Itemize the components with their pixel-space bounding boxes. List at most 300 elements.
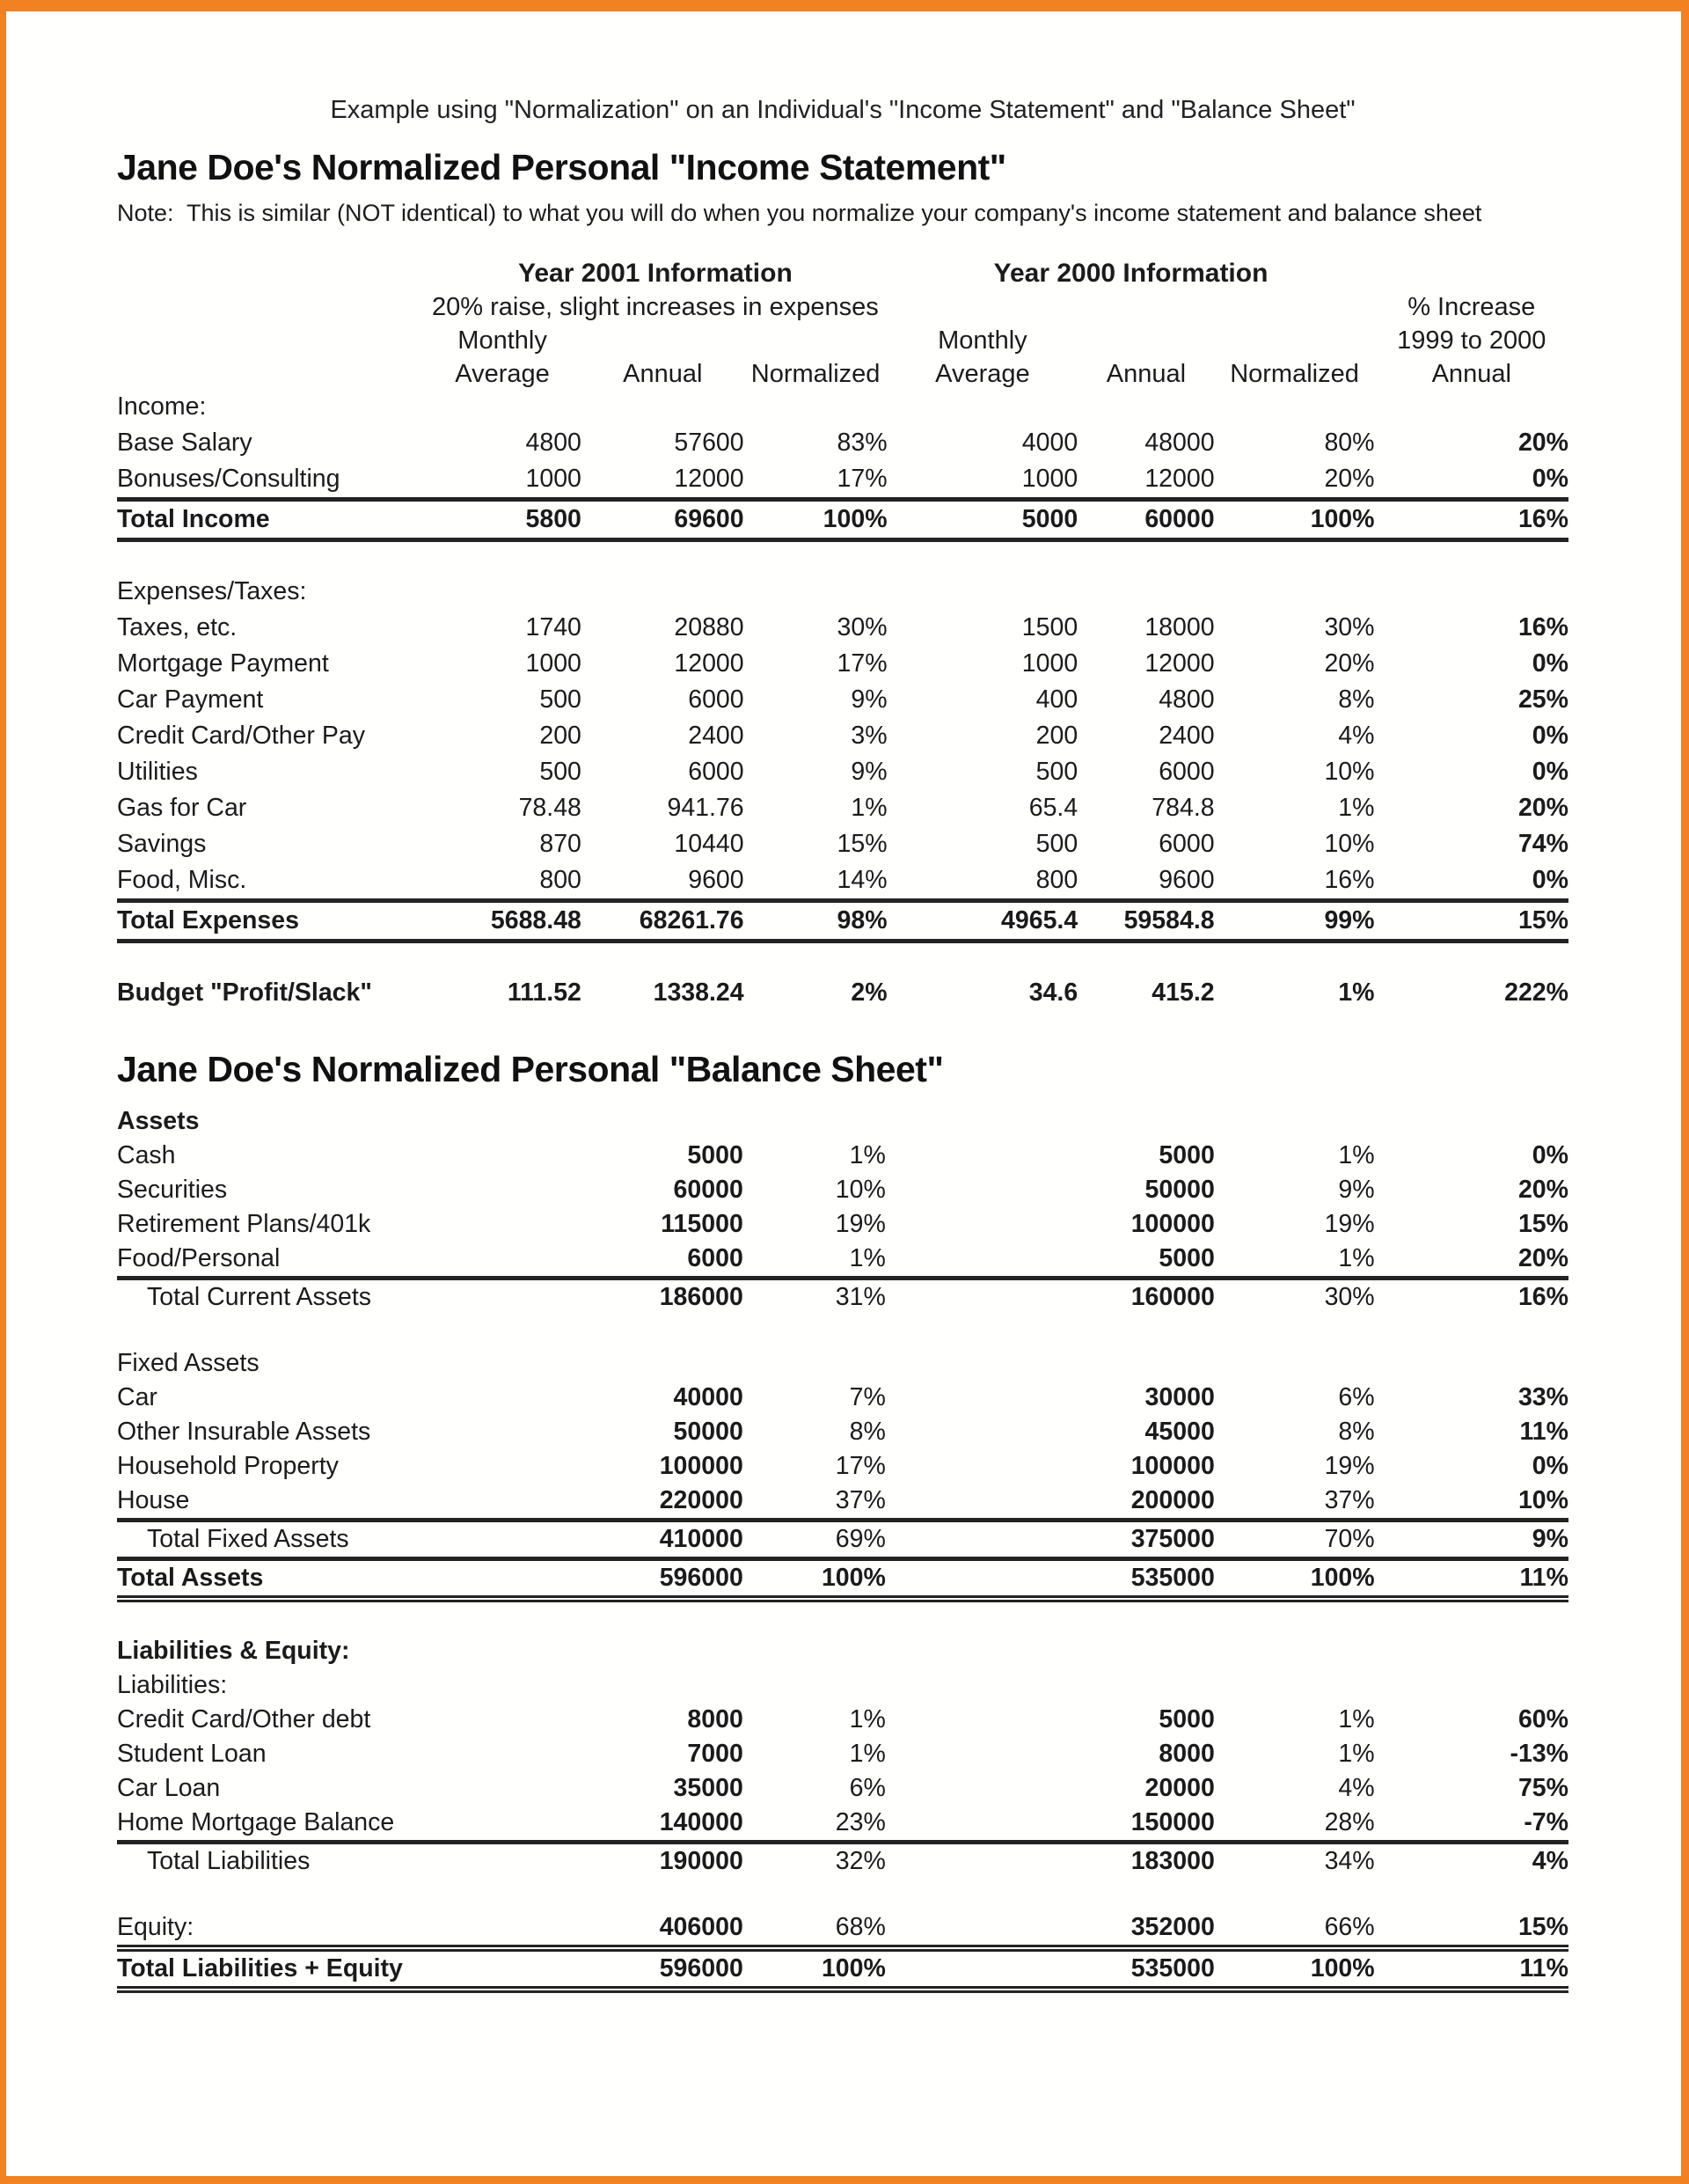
header-spacer: [1375, 252, 1569, 289]
cell-house-c1: [425, 1484, 581, 1521]
cell-liabilities-c4: [886, 1668, 1078, 1703]
row-home-mortgage-balance: [117, 1806, 1568, 1843]
cell-total-current-assets-c2: 186000: [581, 1279, 743, 1316]
cell-base-salary-c1: 4800: [525, 429, 581, 457]
cell-utilities-c7: 0%: [1532, 758, 1568, 786]
cell-gas-for-car-c4: 65.4: [1028, 794, 1078, 822]
cell-car-loan-c1: [425, 1771, 581, 1806]
cell-expenses-taxes-c4: [888, 574, 1078, 610]
cell-credit-card-other-pay-c2: 2400: [688, 722, 744, 750]
cell-expenses-taxes-c5: [1078, 574, 1214, 610]
average-header-2001: Average: [455, 360, 550, 388]
cell-house-c2: 220000: [659, 1486, 743, 1514]
cell-cash-c5: 5000: [1159, 1141, 1215, 1169]
cell-assets-c3: [743, 1104, 886, 1139]
row-cash: [117, 1139, 1568, 1173]
balance-sheet-title: Jane Doe's Normalized Personal "Balance Sheet": [117, 1049, 944, 1089]
cell-house-c5: 200000: [1130, 1486, 1215, 1514]
income-statement-header: [117, 252, 1568, 389]
cell-base-salary-c7: 20%: [1517, 429, 1568, 457]
row-label: Total Income: [117, 500, 423, 540]
cell-bonuses-consulting-c6: 20%: [1324, 465, 1375, 493]
row-food-personal: [117, 1242, 1568, 1279]
cell-fixed-assets-c7: [1375, 1346, 1568, 1381]
cell-credit-card-other-pay-c4: 200: [1035, 722, 1078, 750]
cell-cash-c1: [425, 1139, 581, 1173]
cell-securities-c3: 10%: [835, 1176, 886, 1204]
cell-budget-profit-slack-c7: 222%: [1504, 978, 1568, 1007]
cell-equity-c1: [425, 1910, 581, 1948]
row-total-assets: [117, 1559, 1568, 1600]
cell-credit-card-other-debt-c3: 1%: [849, 1705, 886, 1733]
row-student-loan: [117, 1737, 1568, 1771]
cell-total-current-assets-c3: 31%: [743, 1279, 886, 1316]
cell-total-fixed-assets-c3: 69%: [743, 1521, 886, 1559]
cell-utilities-c4: 500: [1035, 758, 1078, 786]
row-label: Total Expenses: [117, 901, 423, 942]
cell-total-expenses-c2: 68261.76: [581, 901, 744, 942]
row-label: Base Salary: [117, 429, 252, 457]
cell-assets-c5: [1077, 1104, 1214, 1139]
cell-bonuses-consulting-c5: 12000: [1144, 465, 1215, 493]
cell-car-c7: 33%: [1517, 1383, 1568, 1411]
cell-mortgage-payment-c7: 0%: [1532, 649, 1568, 678]
cell-cash-c7: 0%: [1532, 1141, 1568, 1169]
cell-house-c3: 37%: [835, 1486, 886, 1514]
cell-fixed-assets-c6: [1215, 1346, 1375, 1381]
cell-liabilities-equity-c3: [743, 1634, 886, 1668]
cell-bonuses-consulting-c1: 1000: [525, 465, 581, 493]
cell-gas-for-car-c6: 1%: [1338, 794, 1375, 822]
cell-total-expenses-c5: 59584.8: [1078, 901, 1214, 942]
cell-equity-c5: 352000: [1130, 1913, 1215, 1941]
cell-income-c4: [888, 389, 1078, 425]
cell-home-mortgage-balance-c6: 28%: [1324, 1808, 1375, 1836]
cell-savings-c2: 10440: [674, 830, 744, 858]
cell-assets-c2: [581, 1104, 743, 1139]
header-spacer: [117, 289, 423, 322]
cell-home-mortgage-balance-c1: [425, 1806, 581, 1843]
cell-household-property-c4: [886, 1449, 1078, 1484]
cell-food-personal-c5: 5000: [1159, 1244, 1215, 1272]
row-label: Securities: [117, 1176, 228, 1204]
monthly-header-2000: Monthly: [938, 326, 1027, 355]
cell-car-c5: 30000: [1144, 1383, 1215, 1411]
cell-fixed-assets-c3: [743, 1346, 886, 1381]
cell-savings-c6: 10%: [1324, 830, 1375, 858]
cell-fixed-assets-c5: [1077, 1346, 1214, 1381]
cell-securities-c6: 9%: [1338, 1176, 1375, 1204]
row-food-misc: [117, 862, 1568, 901]
cell-retirement-plans-401k-c7: 15%: [1517, 1210, 1568, 1238]
cell-total-liabilities-c4: [886, 1843, 1078, 1880]
cell-total-fixed-assets-c7: 9%: [1375, 1521, 1568, 1559]
row-label: Food, Misc.: [117, 866, 247, 894]
cell-credit-card-other-debt-c7: 60%: [1517, 1705, 1568, 1733]
row-label: Cash: [117, 1141, 176, 1169]
cell-car-payment-c3: 9%: [851, 685, 888, 714]
cell-savings-c4: 500: [1035, 830, 1078, 858]
row-label: Car Payment: [117, 685, 264, 714]
row-car: [117, 1381, 1568, 1415]
cell-car-loan-c5: 20000: [1144, 1774, 1215, 1802]
cell-mortgage-payment-c6: 20%: [1324, 649, 1375, 678]
cell-bonuses-consulting-c2: 12000: [674, 465, 744, 493]
cell-cash-c2: 5000: [687, 1141, 743, 1169]
cell-expenses-taxes-c6: [1215, 574, 1375, 610]
row-base-salary: [117, 425, 1568, 461]
cell-total-fixed-assets-c5: 375000: [1077, 1521, 1214, 1559]
row-label: Car Loan: [117, 1774, 221, 1802]
annual-header-2001: Annual: [623, 360, 703, 388]
cell-savings-c7: 74%: [1517, 830, 1568, 858]
cell-fixed-assets-c4: [886, 1346, 1078, 1381]
cell-total-expenses-c4: 4965.4: [888, 901, 1078, 942]
cell-household-property-c1: [425, 1449, 581, 1484]
income-statement-body: [117, 389, 1568, 1011]
cell-mortgage-payment-c3: 17%: [837, 649, 888, 678]
cell-car-payment-c2: 6000: [688, 685, 744, 714]
cell-other-insurable-assets-c5: 45000: [1144, 1418, 1215, 1446]
spacer-row: [117, 1879, 1568, 1910]
cell-credit-card-other-debt-c1: [425, 1703, 581, 1737]
row-label: Other Insurable Assets: [117, 1418, 371, 1446]
cell-taxes-etc-c7: 16%: [1517, 613, 1568, 641]
cell-liabilities-c1: [425, 1668, 581, 1703]
row-label: Credit Card/Other debt: [117, 1705, 371, 1733]
cell-gas-for-car-c1: 78.48: [518, 794, 581, 822]
cell-taxes-etc-c5: 18000: [1144, 613, 1215, 641]
cell-car-c2: 40000: [673, 1383, 743, 1411]
cell-total-liabilities-c1: [425, 1843, 581, 1880]
cell-liabilities-c3: [743, 1668, 886, 1703]
cell-fixed-assets-c2: [581, 1346, 743, 1381]
cell-car-payment-c4: 400: [1035, 685, 1078, 714]
cell-total-assets-c5: 535000: [1077, 1559, 1214, 1600]
cell-total-liabilities-equity-c6: 100%: [1215, 1948, 1375, 1990]
row-label: Total Liabilities + Equity: [117, 1948, 425, 1990]
cell-total-current-assets-c5: 160000: [1077, 1279, 1214, 1316]
row-securities: [117, 1173, 1568, 1207]
cell-savings-c1: 870: [539, 830, 581, 858]
cell-total-liabilities-equity-c4: [886, 1948, 1078, 1990]
cell-income-c1: [423, 389, 581, 425]
annual-header-2000: Annual: [1106, 360, 1187, 388]
pct-increase-header-line3: Annual: [1431, 360, 1511, 388]
row-taxes-etc: [117, 610, 1568, 646]
cell-equity-c7: 15%: [1517, 1913, 1568, 1941]
cell-cash-c6: 1%: [1338, 1141, 1375, 1169]
cell-assets-c1: [425, 1104, 581, 1139]
cell-food-misc-c7: 0%: [1532, 866, 1568, 894]
row-savings: [117, 826, 1568, 862]
row-label: Bonuses/Consulting: [117, 465, 340, 493]
header-spacer: [117, 322, 423, 355]
row-house: [117, 1484, 1568, 1521]
row-label: Utilities: [117, 758, 198, 786]
document-caption: Example using "Normalization" on an Individual's "Income Statement" and "Balance Sheet": [330, 96, 1356, 124]
cell-expenses-taxes-c2: [581, 574, 744, 610]
cell-total-liabilities-c2: 190000: [581, 1843, 743, 1880]
cell-car-payment-c6: 8%: [1338, 685, 1375, 714]
row-label: Income:: [117, 392, 207, 421]
cell-liabilities-c5: [1077, 1668, 1214, 1703]
cell-retirement-plans-401k-c1: [425, 1207, 581, 1242]
cell-total-income-c7: 16%: [1375, 500, 1569, 540]
cell-taxes-etc-c1: 1740: [525, 613, 581, 641]
cell-income-c5: [1078, 389, 1214, 425]
header-spacer: [581, 322, 888, 355]
balance-sheet-body: [117, 1104, 1568, 1990]
cell-assets-c6: [1215, 1104, 1375, 1139]
cell-total-current-assets-c6: 30%: [1215, 1279, 1375, 1316]
cell-car-payment-c1: 500: [539, 685, 581, 714]
cell-car-c6: 6%: [1338, 1383, 1375, 1411]
raise-note: 20% raise, slight increases in expenses: [431, 293, 879, 321]
row-fixed-assets: [117, 1346, 1568, 1381]
cell-car-loan-c6: 4%: [1338, 1774, 1375, 1802]
row-budget-profit-slack: [117, 975, 1568, 1011]
cell-total-liabilities-equity-c5: 535000: [1077, 1948, 1214, 1990]
note-line: Note: This is similar (NOT identical) to what you will do when you normalize your company's income statement and balance sheet: [117, 200, 1482, 226]
row-equity: [117, 1910, 1568, 1948]
row-total-liabilities-equity: [117, 1948, 1568, 1990]
cell-securities-c2: 60000: [673, 1176, 743, 1204]
cell-savings-c3: 15%: [837, 830, 888, 858]
cell-total-liabilities-equity-c1: [425, 1948, 581, 1990]
cell-car-c4: [886, 1381, 1078, 1415]
balance-sheet-table: [117, 1104, 1568, 1993]
cell-total-liabilities-equity-c3: 100%: [743, 1948, 886, 1990]
cell-total-assets-c7: 11%: [1375, 1559, 1568, 1600]
cell-food-personal-c4: [886, 1242, 1078, 1279]
cell-liabilities-c7: [1375, 1668, 1568, 1703]
cell-securities-c1: [425, 1173, 581, 1207]
cell-car-payment-c5: 4800: [1159, 685, 1215, 714]
cell-bonuses-consulting-c7: 0%: [1532, 465, 1568, 493]
row-label: Total Assets: [117, 1559, 425, 1600]
row-total-liabilities: [117, 1843, 1568, 1880]
normalized-header-2000: Normalized: [1230, 360, 1359, 388]
row-label: Mortgage Payment: [117, 649, 329, 678]
cell-gas-for-car-c5: 784.8: [1152, 794, 1215, 822]
monthly-header-row: [117, 322, 1568, 355]
year-group-header-row: [117, 252, 1568, 289]
cell-total-expenses-c3: 98%: [744, 901, 888, 942]
cell-base-salary-c5: 48000: [1144, 429, 1215, 457]
year-2000-header: Year 2000 Information: [993, 259, 1269, 288]
cell-car-loan-c2: 35000: [673, 1774, 743, 1802]
cell-income-c2: [581, 389, 744, 425]
cell-student-loan-c1: [425, 1737, 581, 1771]
cell-food-misc-c3: 14%: [837, 866, 888, 894]
cell-household-property-c3: 17%: [835, 1452, 886, 1480]
cell-total-assets-c1: [425, 1559, 581, 1600]
cell-mortgage-payment-c5: 12000: [1144, 649, 1215, 678]
row-liabilities-equity: [117, 1634, 1568, 1668]
cell-food-misc-c2: 9600: [688, 866, 744, 894]
cell-total-fixed-assets-c4: [886, 1521, 1078, 1559]
cell-equity-c4: [886, 1910, 1078, 1948]
cell-securities-c5: 50000: [1144, 1176, 1215, 1204]
average-header-2000: Average: [935, 360, 1030, 388]
cell-equity-c3: 68%: [835, 1913, 886, 1941]
cell-car-c3: 7%: [849, 1383, 886, 1411]
row-label: Car: [117, 1383, 157, 1411]
row-label: Liabilities & Equity:: [117, 1637, 350, 1665]
cell-car-loan-c3: 6%: [849, 1774, 886, 1802]
cell-expenses-taxes-c1: [423, 574, 581, 610]
cell-total-assets-c4: [886, 1559, 1078, 1600]
cell-food-personal-c2: 6000: [687, 1244, 743, 1272]
cell-securities-c4: [886, 1173, 1078, 1207]
cell-gas-for-car-c3: 1%: [851, 794, 888, 822]
row-label: Fixed Assets: [117, 1349, 260, 1377]
row-utilities: [117, 754, 1568, 790]
cell-car-loan-c4: [886, 1771, 1078, 1806]
cell-total-income-c3: 100%: [744, 500, 888, 540]
cell-bonuses-consulting-c4: 1000: [1021, 465, 1078, 493]
cell-student-loan-c3: 1%: [849, 1740, 886, 1768]
cell-gas-for-car-c7: 20%: [1517, 794, 1568, 822]
spacer-cell: [117, 1599, 1568, 1634]
cell-total-income-c5: 60000: [1078, 500, 1214, 540]
spacer-row: [117, 1599, 1568, 1634]
cell-food-personal-c1: [425, 1242, 581, 1279]
row-credit-card-other-pay: [117, 718, 1568, 754]
row-total-current-assets: [117, 1279, 1568, 1316]
cell-mortgage-payment-c2: 12000: [674, 649, 744, 678]
row-liabilities: [117, 1668, 1568, 1703]
cell-house-c4: [886, 1484, 1078, 1521]
cell-household-property-c7: 0%: [1532, 1452, 1568, 1480]
cell-total-liabilities-c7: 4%: [1375, 1843, 1568, 1880]
income-statement-title: Jane Doe's Normalized Personal "Income Statement": [117, 147, 1006, 187]
cell-total-fixed-assets-c1: [425, 1521, 581, 1559]
cell-total-income-c4: 5000: [888, 500, 1078, 540]
cell-budget-profit-slack-c4: 34.6: [1028, 978, 1078, 1007]
cell-food-misc-c4: 800: [1035, 866, 1078, 894]
spacer-cell: [117, 540, 1568, 575]
pct-increase-header-line2: 1999 to 2000: [1397, 326, 1546, 355]
cell-cash-c3: 1%: [849, 1141, 886, 1169]
cell-other-insurable-assets-c2: 50000: [673, 1418, 743, 1446]
cell-food-misc-c5: 9600: [1159, 866, 1215, 894]
cell-total-liabilities-equity-c7: 11%: [1375, 1948, 1568, 1990]
cell-other-insurable-assets-c6: 8%: [1338, 1418, 1375, 1446]
cell-taxes-etc-c4: 1500: [1021, 613, 1078, 641]
cell-total-expenses-c1: 5688.48: [423, 901, 581, 942]
cell-income-c3: [744, 389, 888, 425]
row-income: [117, 389, 1568, 425]
row-label: Total Fixed Assets: [117, 1521, 425, 1559]
row-retirement-plans-401k: [117, 1207, 1568, 1242]
cell-base-salary-c4: 4000: [1021, 429, 1078, 457]
cell-home-mortgage-balance-c5: 150000: [1130, 1808, 1215, 1836]
cell-credit-card-other-debt-c4: [886, 1703, 1078, 1737]
income-statement-table: [117, 252, 1568, 1011]
cell-fixed-assets-c1: [425, 1346, 581, 1381]
cell-retirement-plans-401k-c4: [886, 1207, 1078, 1242]
cell-mortgage-payment-c1: 1000: [525, 649, 581, 678]
row-label: Total Current Assets: [117, 1279, 425, 1316]
cell-retirement-plans-401k-c3: 19%: [835, 1210, 886, 1238]
cell-total-assets-c2: 596000: [581, 1559, 743, 1600]
cell-total-assets-c3: 100%: [743, 1559, 886, 1600]
cell-other-insurable-assets-c3: 8%: [849, 1418, 886, 1446]
cell-student-loan-c5: 8000: [1159, 1740, 1215, 1768]
cell-household-property-c6: 19%: [1324, 1452, 1375, 1480]
cell-home-mortgage-balance-c3: 23%: [835, 1808, 886, 1836]
cell-student-loan-c6: 1%: [1338, 1740, 1375, 1768]
cell-credit-card-other-pay-c3: 3%: [851, 722, 888, 750]
cell-liabilities-equity-c5: [1077, 1634, 1214, 1668]
cell-bonuses-consulting-c3: 17%: [837, 465, 888, 493]
row-label: Assets: [117, 1107, 200, 1135]
cell-food-personal-c7: 20%: [1517, 1244, 1568, 1272]
cell-income-c6: [1215, 389, 1375, 425]
cell-total-liabilities-c6: 34%: [1215, 1843, 1375, 1880]
row-mortgage-payment: [117, 646, 1568, 682]
cell-home-mortgage-balance-c4: [886, 1806, 1078, 1843]
spacer-row: [117, 540, 1568, 575]
cell-utilities-c5: 6000: [1159, 758, 1215, 786]
cell-utilities-c2: 6000: [688, 758, 744, 786]
cell-total-fixed-assets-c2: 410000: [581, 1521, 743, 1559]
cell-food-personal-c3: 1%: [849, 1244, 886, 1272]
cell-budget-profit-slack-c6: 1%: [1338, 978, 1375, 1007]
row-gas-for-car: [117, 790, 1568, 826]
cell-student-loan-c7: -13%: [1510, 1740, 1568, 1768]
cell-budget-profit-slack-c2: 1338.24: [653, 978, 744, 1007]
cell-credit-card-other-debt-c6: 1%: [1338, 1705, 1375, 1733]
row-label: Budget "Profit/Slack": [117, 978, 372, 1007]
normalized-header-2001: Normalized: [750, 360, 881, 388]
cell-total-liabilities-c5: 183000: [1077, 1843, 1214, 1880]
cell-total-expenses-c7: 15%: [1375, 901, 1569, 942]
cell-credit-card-other-pay-c1: 200: [539, 722, 581, 750]
cell-household-property-c5: 100000: [1130, 1452, 1215, 1480]
cell-household-property-c2: 100000: [659, 1452, 743, 1480]
row-label: Food/Personal: [117, 1244, 281, 1272]
cell-car-loan-c7: 75%: [1517, 1774, 1568, 1802]
row-total-fixed-assets: [117, 1521, 1568, 1559]
row-label: Total Liabilities: [117, 1843, 425, 1880]
row-label: Liabilities:: [117, 1671, 228, 1699]
row-car-payment: [117, 682, 1568, 718]
cell-student-loan-c2: 7000: [687, 1740, 743, 1768]
cell-base-salary-c6: 80%: [1324, 429, 1375, 457]
cell-retirement-plans-401k-c6: 19%: [1324, 1210, 1375, 1238]
cell-other-insurable-assets-c1: [425, 1415, 581, 1449]
cell-home-mortgage-balance-c7: -7%: [1524, 1808, 1568, 1836]
cell-budget-profit-slack-c5: 415.2: [1152, 978, 1215, 1007]
cell-home-mortgage-balance-c2: 140000: [659, 1808, 743, 1836]
header-spacer: [117, 355, 423, 389]
cell-liabilities-c6: [1215, 1668, 1375, 1703]
header-spacer: [117, 252, 423, 289]
row-label: Student Loan: [117, 1740, 267, 1768]
row-household-property: [117, 1449, 1568, 1484]
monthly-header-2001: Monthly: [457, 326, 547, 355]
row-expenses-taxes: [117, 574, 1568, 610]
spacer-cell: [117, 1315, 1568, 1346]
cell-liabilities-equity-c4: [886, 1634, 1078, 1668]
cell-car-payment-c7: 25%: [1517, 685, 1568, 714]
cell-taxes-etc-c2: 20880: [674, 613, 744, 641]
cell-budget-profit-slack-c3: 2%: [851, 978, 888, 1007]
cell-total-fixed-assets-c6: 70%: [1215, 1521, 1375, 1559]
